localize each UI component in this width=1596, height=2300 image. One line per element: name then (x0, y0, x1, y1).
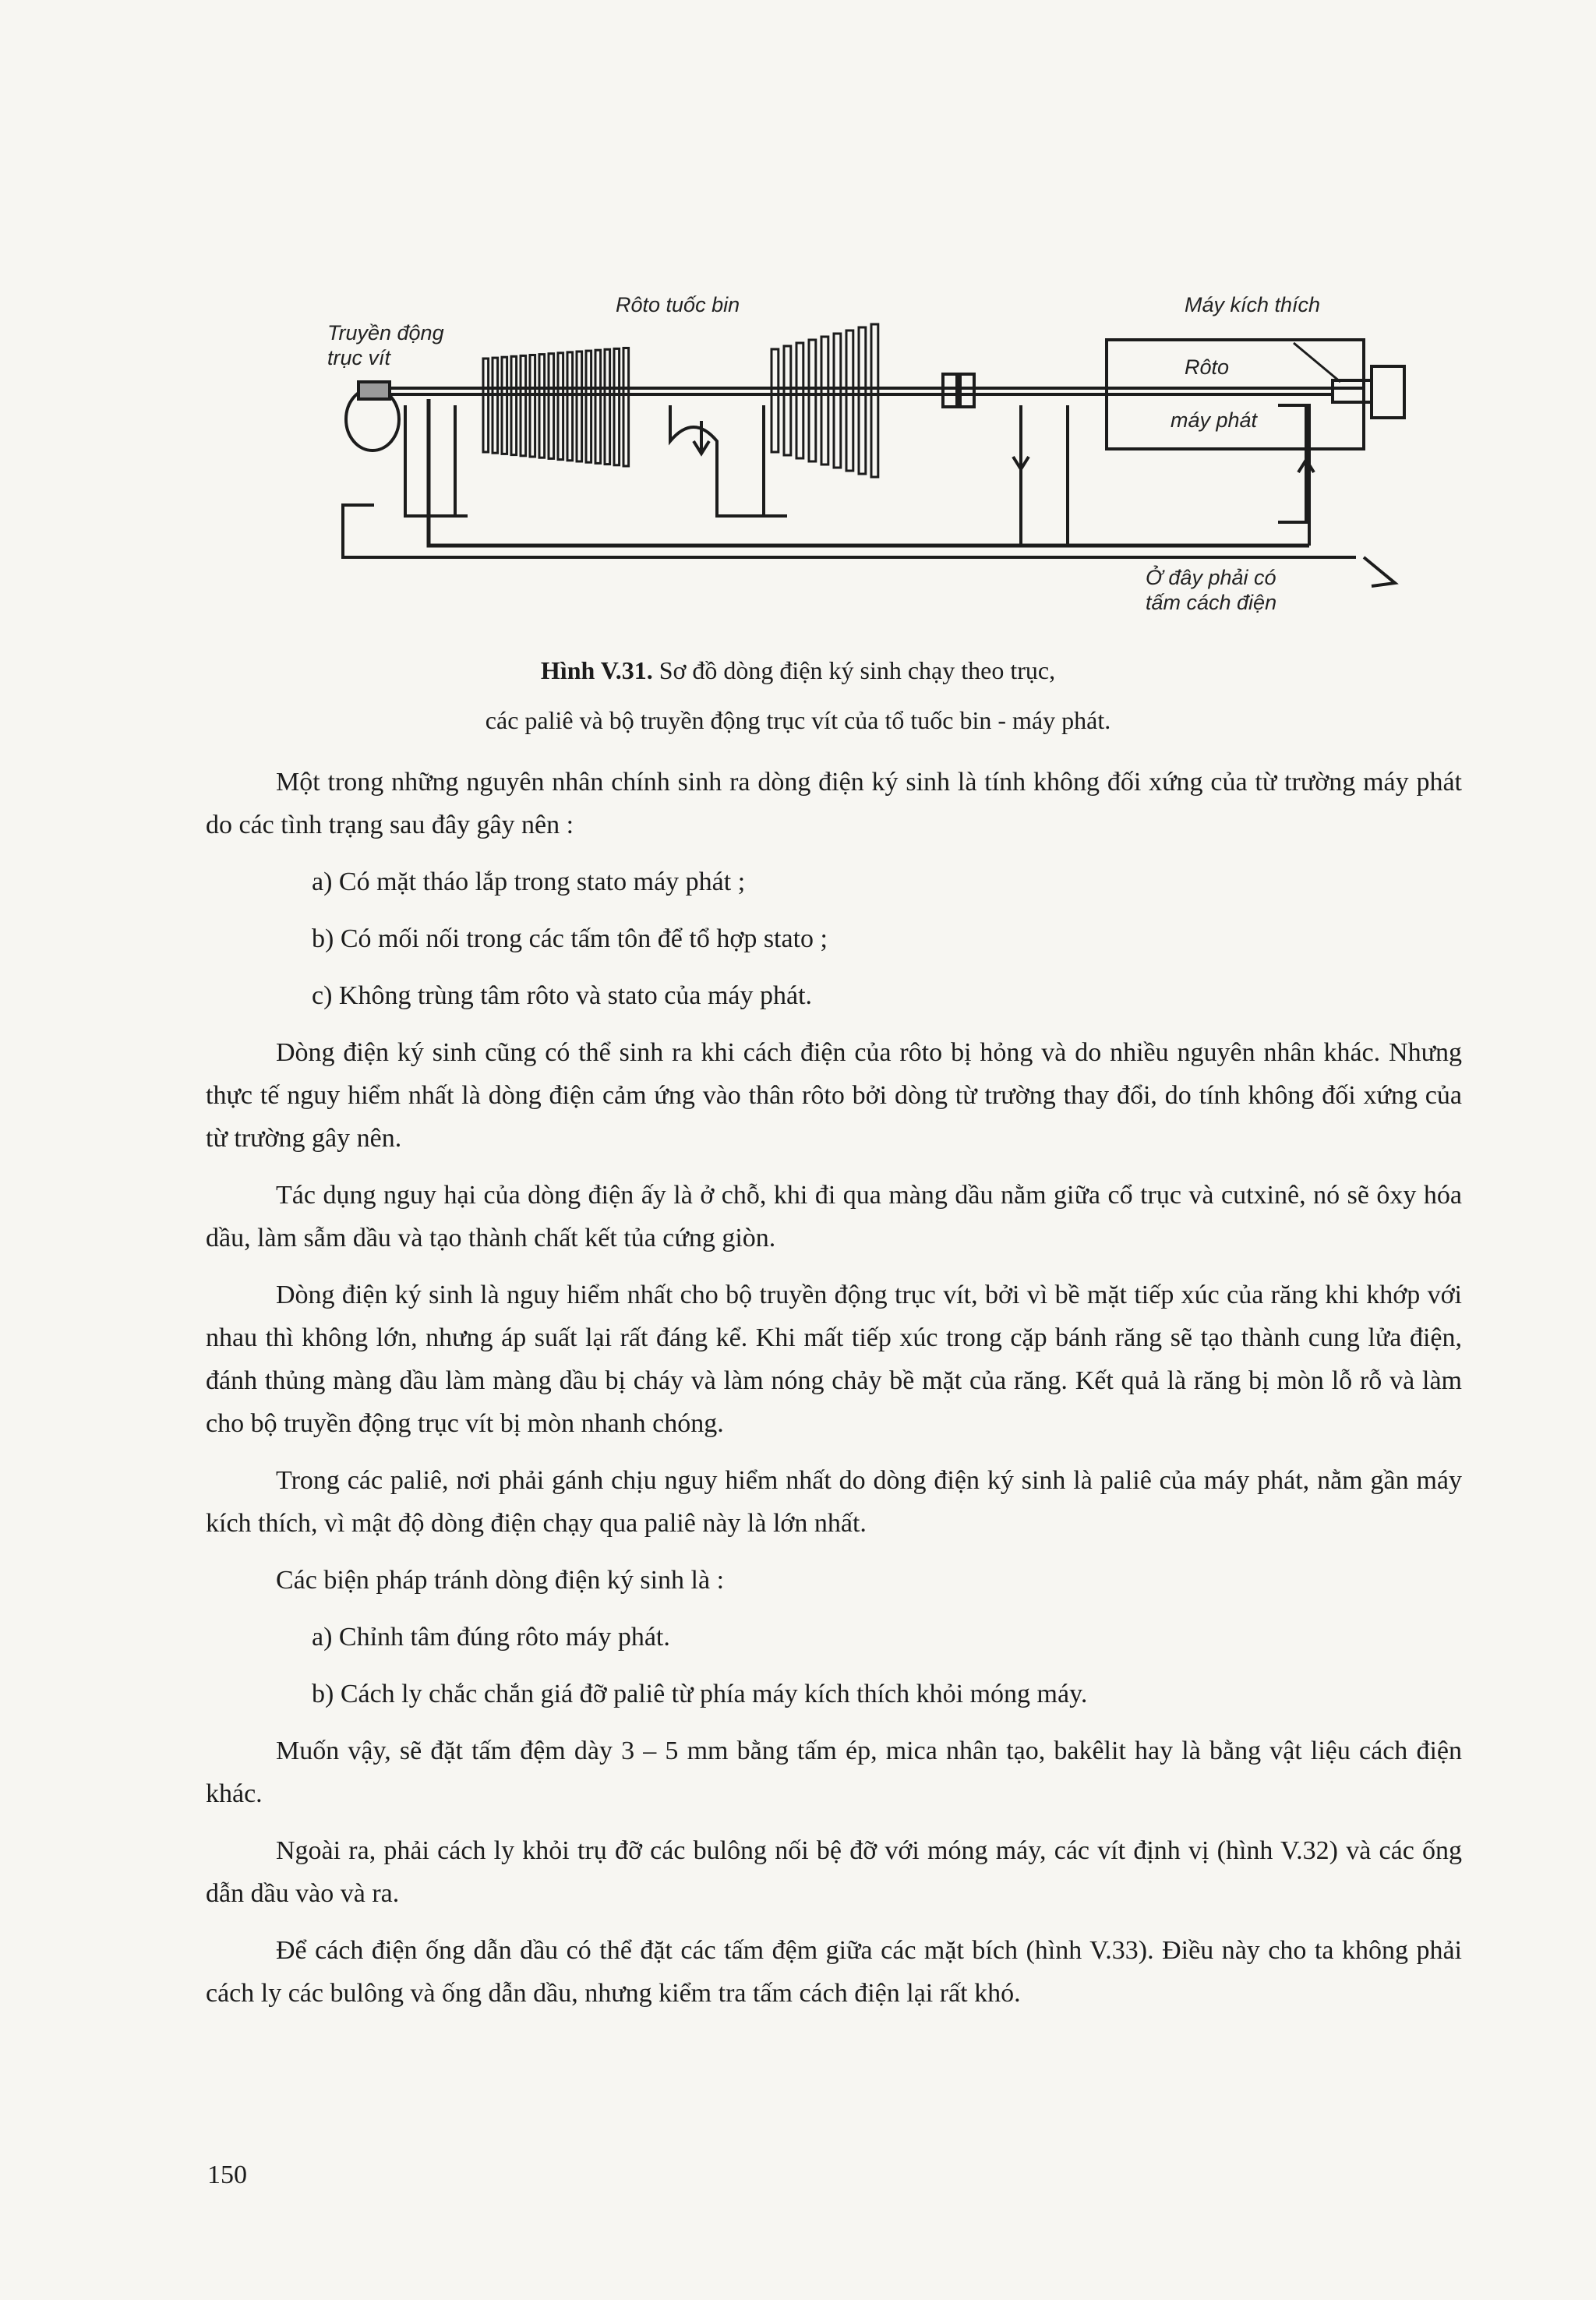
label-shaft-drive-1: Truyền động (327, 321, 444, 344)
turbine-blade (772, 349, 779, 452)
base-frame (343, 505, 1356, 557)
label-turbine-rotor: Rôto tuốc bin (616, 293, 740, 316)
paragraph-8: Ngoài ra, phải cách ly khỏi trụ đỡ các bulông nối bệ đỡ với móng máy, các vít định vị (hình V.32) và các ống dẫn dầu vào và ra. (206, 1836, 1462, 1908)
turbine-blade (846, 330, 853, 471)
figure-caption (0, 645, 1596, 745)
caption-line-1 (0, 645, 1596, 695)
paragraph-1: Một trong những nguyên nhân chính sinh ra dòng điện ký sinh là tính không đối xứng của từ trường máy phát do các tình trạng sau đây gây nên : (206, 768, 1462, 839)
turbine-blade (605, 349, 610, 464)
turbine-blade (539, 355, 545, 458)
paragraph-7: Muốn vậy, sẽ đặt tấm đệm dày 3 – 5 mm bằng tấm ép, mica nhân tạo, bakêlit hay là bằng vật liệu cách điện khác. (206, 1736, 1462, 1808)
turbine-blade (521, 355, 526, 455)
paragraph-5: Trong các paliê, nơi phải gánh chịu nguy hiểm nhất do dòng điện ký sinh là paliê của máy phát, nằm gần máy kích thích, vì mật độ dòng điện chạy qua paliê này là lớn nhất. (206, 1466, 1462, 1538)
turbine-generator-diagram (327, 288, 1418, 631)
list2-item-b: b) Cách ly chắc chắn giá đỡ paliê từ phía máy kích thích khỏi móng máy. (312, 1680, 1088, 1708)
diagram-svg (327, 288, 1418, 631)
list2-item-a: a) Chỉnh tâm đúng rôto máy phát. (312, 1623, 670, 1652)
turbine-blade (586, 351, 591, 462)
diagram-drawing (343, 324, 1404, 586)
turbine-blade (567, 352, 573, 461)
turbine-stage-1-blades (483, 348, 629, 467)
worm-hatching (358, 382, 390, 399)
page-number: 150 (207, 2160, 247, 2189)
label-exciter: Máy kích thích (1185, 293, 1321, 316)
turbine-blade (834, 334, 841, 468)
exciter-pointer (1294, 343, 1340, 382)
turbine-blade (483, 359, 489, 452)
turbine-blade (871, 324, 878, 477)
caption-line-2: các paliê và bộ truyền động trục vít của tổ tuốc bin - máy phát. (485, 706, 1111, 734)
bearing-support-2 (670, 405, 787, 516)
paragraph-6: Các biện pháp tránh dòng điện ký sinh là : (276, 1566, 725, 1595)
turbine-stage-2-blades (772, 324, 878, 477)
turbine-blade (502, 357, 507, 454)
label-gen-rotor-2: máy phát (1171, 408, 1258, 432)
caption-text-1: Sơ đồ dòng điện ký sinh chạy theo trục, (659, 656, 1056, 684)
bearing-support-1 (405, 405, 468, 516)
turbine-blade (809, 340, 816, 461)
turbine-blade (549, 354, 554, 459)
turbine-blade (577, 352, 582, 461)
list1-item-a: a) Có mặt tháo lắp trong stato máy phát ; (312, 867, 746, 896)
body-text (206, 761, 1462, 2029)
label-insulation-1: Ở đây phải có (1146, 566, 1276, 589)
coupling-left (943, 374, 957, 407)
turbine-blade (558, 353, 563, 460)
caption-label: Hình V.31. (540, 656, 653, 684)
list1-item-c: c) Không trùng tâm rôto và stato của máy phát. (312, 981, 813, 1010)
paragraph-4: Dòng điện ký sinh là nguy hiểm nhất cho bộ truyền động trục vít, bởi vì bề mặt tiếp xúc của răng khi khớp với nhau thì không lớn, nhưng áp suất lại rất đáng kể. Khi mất tiếp xúc trong cặp bánh răng sẽ tạo thành cung lửa điện, đánh thủng màng dầu làm màng dầu bị cháy và làm nóng chảy bề mặt của răng. Kết quả là răng bị mòn lỗ rỗ và làm cho bộ truyền động trục vít bị mòn nhanh chóng. (206, 1281, 1462, 1438)
label-insulation-2: tấm cách điện (1146, 591, 1277, 614)
turbine-blade (821, 337, 828, 465)
turbine-blade (784, 346, 791, 455)
turbine-blade (493, 358, 498, 453)
insulation-pointer (1364, 557, 1395, 586)
paragraph-3: Tác dụng nguy hại của dòng điện ấy là ở chỗ, khi đi qua màng dầu nằm giữa cổ trục và cutxinê, nó sẽ ôxy hóa dầu, làm sẫm dầu và tạo thành chất kết tủa cứng giòn. (206, 1181, 1462, 1252)
coupling-right (960, 374, 974, 407)
turbine-blade (614, 348, 620, 465)
paragraph-9: Để cách điện ống dẫn dầu có thể đặt các tấm đệm giữa các mặt bích (hình V.33). Điều này cho ta không phải cách ly các bulông và ống dẫn dầu, nhưng kiểm tra tấm cách điện lại rất khó. (206, 1936, 1462, 2008)
list1-item-b: b) Có mối nối trong các tấm tôn để tổ hợp stato ; (312, 924, 828, 953)
turbine-blade (623, 348, 629, 467)
turbine-blade (796, 343, 803, 458)
turbine-blade (595, 350, 601, 463)
turbine-blade (859, 327, 866, 474)
current-arrow-2 (1013, 436, 1029, 469)
paragraph-2: Dòng điện ký sinh cũng có thể sinh ra khi cách điện của rôto bị hỏng và do nhiều nguyên nhân khác. Nhưng thực tế nguy hiểm nhất là dòng điện cảm ứng vào thân rôto bởi dòng từ trường thay đổi, do tính không đối xứng của từ trường gây nên. (206, 1038, 1462, 1153)
current-arrow-3 (1298, 460, 1314, 491)
exciter-box (1372, 366, 1404, 418)
turbine-blade (530, 355, 535, 458)
label-shaft-drive-2: trục vít (327, 346, 391, 369)
turbine-blade (511, 356, 517, 454)
label-gen-rotor-1: Rôto (1185, 355, 1230, 379)
